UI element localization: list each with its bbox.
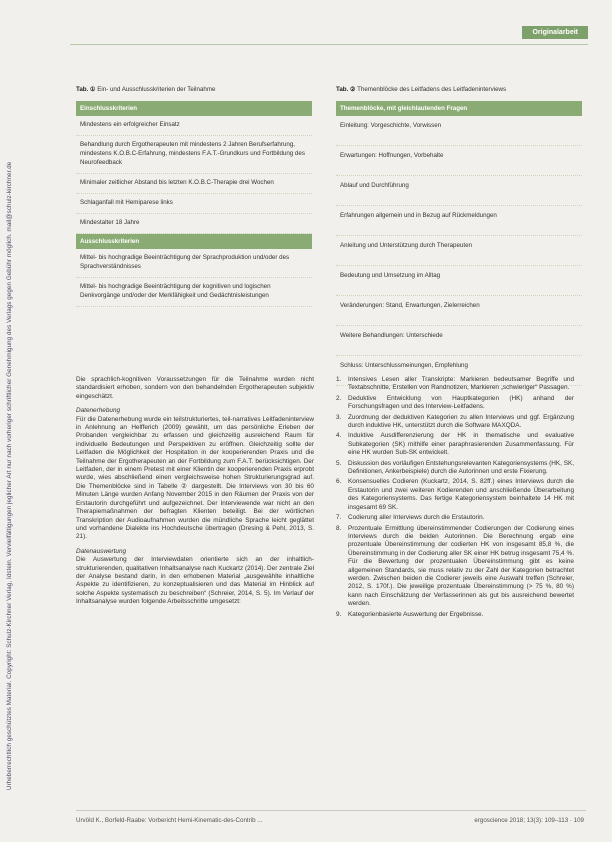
- list-item: [336, 611, 574, 619]
- section-badge: Originalarbeit: [522, 26, 588, 39]
- paragraph-data-analysis: Die Auswertung der Interviewdaten orientierte sich an der inhaltlich-strukturierenden, qualitativen Inhaltsanalyse nach Kuckartz (2014). Der zentrale Ziel der Analyse bestand darin, in den erhobenen Material „ausgewählte inhaltliche Aspekte zu identifizieren, zu konzeptualisieren und das Material im Hinblick auf solche Aspekte systematisch zu beschreiben“ (Schreier, 2014, S. 5). Im Verlauf der Inhaltsanalyse wurden folgende Arbeitsschritte umgesetzt:: [76, 556, 314, 606]
- list-item: [336, 414, 574, 431]
- list-item-text: Intensives Lesen aller Transkripte: Markieren bedeutsamer Begriffe und Textabschnitte, Erstellen von Randnotizen, Markieren „schwieriger“ Passagen.: [348, 376, 574, 392]
- table-row: Behandlung durch Ergotherapeuten mit mindestens 2 Jahren Berufserfahrung, mindestens K.O.B.C-Erfahrung, mindestens F.A.T.-Grundkurs und Fortbildung des Neurofeedback: [76, 136, 312, 174]
- list-item: [336, 395, 574, 412]
- table-caption-label: Tab. ②: [336, 86, 356, 93]
- table-row: Schlaganfall mit Hemiparese links: [76, 194, 312, 214]
- footer-journal-info: ergoscience 2018; 13(3): 109–113 · 109: [474, 817, 584, 824]
- table-row: Erfahrungen allgemein und in Bezug auf Rückmeldungen: [336, 206, 582, 236]
- table-section-header: Ausschlusskriterien: [76, 234, 312, 249]
- copyright-side-text: Urheberrechtlich geschütztes Material. Copyright: Schulz-Kirchner Verlag, Idstein. Vervielfältigungen jeglicher Art nur nach vorheriger schriftlicher Genehmigung des Verlags gegen Gebühr möglich. mail@schulz-kirchner.de: [6, 161, 13, 790]
- table-row: Schluss: Unterschlussmeinungen, Empfehlung: [336, 356, 582, 386]
- list-item: [336, 525, 574, 609]
- list-item-number: 8.: [336, 524, 342, 532]
- list-item-text: Prozentuale Ermittlung übereinstimmender Codierungen der Codierung eines Interviews durch die beiden Autorinnen. Die Berechnung ergab eine prozentuale Übereinstimmung der codierten HK von insgesamt 85,8 %, die Übereinstimmung in der Codierung aller SK einer HK betrug insgesamt 75,4 %. Für die Bewertung der prozentualen Übereinstimmung gibt es keine allgemeinen Standards, sie muss relativ zu der Zahl der Kategorien betrachtet werden. Zwischen beiden die Codierer jeweils eine Auswahl treffen (Schreier, 2012, S. 170f.). Die jeweilige prozentuale Übereinstimmung (> 75 %, 80 %) kann nach Einschätzung der Verfasserinnen als gut bis ausreichend bewertet werden.: [348, 524, 574, 608]
- list-item-text: Kategorienbasierte Auswertung der Ergebnisse.: [348, 610, 484, 618]
- footer-citation: Urvöld K., Borfeld-Raabe: Vorbericht Hemi-Kinematic-des-Contrib ...: [76, 817, 263, 824]
- list-item-number: 9.: [336, 610, 342, 618]
- table-row: Mindestens ein erfolgreicher Einsatz: [76, 116, 312, 136]
- table-row: Mindestalter 18 Jahre: [76, 214, 312, 234]
- intro-paragraph: Die sprachlich-kognitiven Voraussetzungen für die Teilnahme wurden nicht standardisiert erhoben, sondern von den behandelnden Ergotherapeuten subjektiv eingeschätzt.: [76, 376, 314, 400]
- list-item: [336, 432, 574, 457]
- section-heading-data-collection: Datenerhebung: [76, 407, 121, 415]
- list-item-text: Induktive Ausdifferenzierung der HK in thematische und evaluative Subkategorien (SK) mithilfe einer paraphrasierenden Zusammenfassung. Für eine HK wurden Sub-SK entwickelt.: [348, 432, 574, 457]
- table-row: Anleitung und Unterstützung durch Therapeuten: [336, 236, 582, 266]
- table-caption: [336, 86, 582, 93]
- header-rule: [70, 30, 588, 45]
- list-item: [336, 478, 574, 512]
- list-item-number: 6.: [336, 478, 342, 486]
- table-row: Mittel- bis hochgradige Beeinträchtigung der Sprachproduktion und/oder des Sprachverständnisses: [76, 249, 312, 278]
- list-item-text: Zuordnung der deduktiven Kategorien zu allen Interviews und ggf. Ergänzung durch induktive HK, unterstützt durch die Software MAXQDA.: [348, 413, 574, 430]
- paragraph-data-collection: Für die Datenerhebung wurde ein teilstrukturiertes, teil-narratives Leitfadeninterview in Anlehnung an Helfferich (2009) gewählt, um das persönliche Erleben der Probanden vergleichbar zu erfassen und gleichzeitig ausreichend Raum für individuelle Bedeutungen und Perspektiven zu eröffnen. Gleichzeitig sollte der Leitfaden die Möglichkeit der Hospitation in der kooperierenden Praxis und die Teilnahme der Ergotherapeuten an der Fortbildung zum F.A.T. berücksichtigen. Der Leitfaden, der in einem Pretest mit einer Klientin der kooperierenden Praxis erprobt wurde, wies abschließend einen vergleichsweise hohen Strukturierungsgrad auf. Die Themenblöcke sind in Tabelle ② dargestellt. Die Interviews von 30 bis 60 Minuten Länge wurden Anfang November 2015 in den Räumen der Praxis von der Erstautorin durchgeführt und aufgezeichnet. Der Interviewende war nicht an den Therapiemaßnahmen der befragten Klienten beteiligt. Bei der wörtlichen Transkription der Audioaufnahmen wurden die mündliche Sprache leicht geglättet und vorhandene Dialekte ins Hochdeutsche übertragen (Dresing & Pehl, 2013, S. 21).: [76, 415, 314, 541]
- table-row: Mittel- bis hochgradige Beeinträchtigung der kognitiven und logischen Denkvorgänge und/oder der Merkfähigkeit und Gedächtnisleistungen: [76, 278, 312, 307]
- table-row: Minimaler zeitlicher Abstand bis letzten K.O.B.C-Therapie drei Wochen: [76, 174, 312, 194]
- table-caption: [76, 86, 312, 93]
- list-item: [336, 460, 574, 477]
- list-item: [336, 376, 574, 393]
- table-interview-topics: [336, 86, 582, 386]
- table-row: Weitere Behandlungen: Unterschiede: [336, 326, 582, 356]
- list-item-number: 4.: [336, 432, 342, 440]
- list-item: [336, 514, 574, 522]
- table-row: Ablauf und Durchführung: [336, 176, 582, 206]
- list-item-text: Deduktive Entwicklung von Hauptkategorien (HK) anhand der Forschungsfragen und des Interview-Leitfadens.: [348, 394, 574, 411]
- left-text-column: [76, 376, 314, 611]
- list-item-number: 1.: [336, 376, 342, 383]
- table-section-header: Einschlusskriterien: [76, 101, 312, 116]
- table-caption-label: Tab. ①: [76, 86, 96, 93]
- table-row: Bedeutung und Umsetzung im Alltag: [336, 266, 582, 296]
- section-heading-data-analysis: Datenauswertung: [76, 547, 127, 555]
- table-row: Veränderungen: Stand, Erwartungen, Zielerreichen: [336, 296, 582, 326]
- list-item-number: 2.: [336, 394, 342, 402]
- list-item-text: Diskussion des vorläufigen Entstehungsrelevanten Kategoriensystems (HK, SK, Definitionen, Ankerbeispiele) durch die Autorinnen und erste Fixierung.: [348, 459, 574, 476]
- right-text-column: [336, 376, 574, 621]
- table-inclusion-criteria: [76, 86, 312, 307]
- table-caption-text: Themenblöcke des Leitfadens des Leitfadeninterviews: [357, 86, 507, 93]
- list-item-number: 7.: [336, 514, 342, 522]
- table-section-header: Themenblöcke, mit gleichlautenden Fragen: [336, 101, 582, 116]
- list-item-text: Codierung aller Interviews durch die Erstautorin.: [348, 514, 485, 522]
- table-row: Einleitung: Vorgeschichte, Vorwissen: [336, 116, 582, 146]
- tables-area: [76, 86, 582, 368]
- table-row: Erwartungen: Hoffnungen, Vorbehalte: [336, 146, 582, 176]
- footer-rule: [76, 810, 586, 811]
- list-item-number: 3.: [336, 413, 342, 421]
- analysis-steps-list: [336, 376, 574, 619]
- list-item-number: 5.: [336, 459, 342, 467]
- list-item-text: Konsensuelles Codieren (Kuckartz, 2014, S. 82ff.) eines Interviews durch die Erstautorin und zwei weiteren Kodierenden und anschließende Überarbeitung des Kategoriensystems. Das fertige Kategoriensystem beinhaltete 14 HK mit insgesamt 69 SK.: [348, 478, 574, 511]
- table-caption-text: Ein- und Ausschlusskriterien der Teilnahme: [97, 86, 216, 93]
